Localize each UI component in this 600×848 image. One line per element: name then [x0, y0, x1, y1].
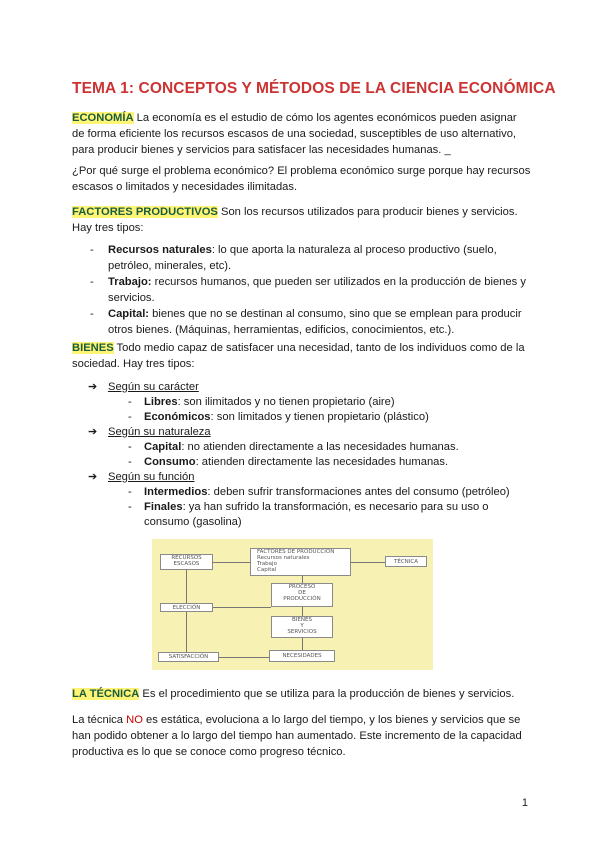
item-text: : ya han sufrido la transformación, es necesario para su uso o consumo (gasolina)	[144, 501, 489, 528]
diagram-node-satisfaccion: SATISFACCIÓN	[158, 652, 219, 662]
connector-line	[213, 607, 271, 608]
category-item	[128, 395, 528, 410]
bienes-categories	[88, 380, 528, 530]
item-label: Económicos	[144, 411, 211, 423]
factor-item	[90, 274, 530, 306]
arrow-icon: ➔	[88, 426, 98, 438]
dash-mark: -	[128, 456, 132, 468]
page-number: 1	[521, 797, 528, 809]
economia-paragraph	[72, 110, 532, 158]
connector-line	[302, 607, 303, 616]
category-items	[108, 395, 528, 425]
item-text: : deben sufrir transformaciones antes del consumo (petróleo)	[207, 486, 510, 498]
diagram-node-recursos: RECURSOS ESCASOS	[160, 554, 213, 570]
diagram-node-factores: FACTORES DE PRODUCCIÓN Recursos naturales Trabajo Capital	[250, 548, 351, 576]
tecnica-paragraph	[72, 686, 532, 702]
bienes-definition: Todo medio capaz de satisfacer una necesidad, tanto de los individuos como de la sociedad. Hay tres tipos:	[72, 342, 525, 370]
category-item	[128, 485, 528, 500]
connector-line	[302, 638, 303, 650]
tecnica-detail-paragraph: La técnica NO es estática, evoluciona a lo largo del tiempo, y los bienes y servicios que se han podido obtener a lo largo del tiempo han aumentado. Este incremento de la capacidad productiva es lo que se conoce como progreso técnico.	[72, 714, 522, 758]
factor-text: bienes que no se destinan al consumo, sino que se emplean para producir otros bienes. (Máquinas, herramientas, edificios, conocimientos, etc.).	[108, 308, 522, 336]
factor-label: Trabajo:	[108, 276, 152, 288]
page-title: TEMA 1: CONCEPTOS Y MÉTODOS DE LA CIENCIA ECONÓMICA	[72, 80, 556, 97]
diagram-node-proceso: PROCESO DE PRODUCCIÓN	[271, 583, 333, 607]
item-label: Finales	[144, 501, 183, 513]
tecnica-term: LA TÉCNICA	[72, 688, 140, 700]
dash-mark: -	[128, 396, 132, 408]
connector-line	[186, 612, 187, 653]
connector-line	[351, 562, 385, 563]
item-label: Capital	[144, 441, 182, 453]
diagram-node-bienes: BIENES Y SERVICIOS	[271, 616, 333, 638]
bienes-category	[88, 470, 528, 530]
item-text: : no atienden directamente a las necesidades humanas.	[181, 441, 459, 453]
bienes-category	[88, 380, 528, 425]
economia-definition: La economía es el estudio de cómo los agentes económicos pueden asignar de forma eficiente los recursos escasos de una sociedad, susceptibles de uso alternativo, para producir bienes y servicios para satisfacer las necesidades humanas. _	[72, 112, 517, 156]
category-item	[128, 500, 528, 530]
connector-line	[186, 570, 187, 603]
factores-definition: Son los recursos utilizados para producir bienes y servicios. Hay tres tipos:	[72, 206, 518, 234]
factor-text: recursos humanos, que pueden ser utilizados en la producción de bienes y servicios.	[108, 276, 526, 304]
arrow-icon: ➔	[88, 381, 98, 393]
category-label: Según su naturaleza	[108, 426, 211, 438]
category-items	[108, 485, 528, 530]
item-label: Consumo	[144, 456, 196, 468]
diagram-node-necesidades: NECESIDADES	[269, 650, 335, 662]
diagram-node-eleccion: ELECCIÓN	[160, 603, 213, 612]
item-text: : atienden directamente las necesidades humanas.	[195, 456, 449, 468]
item-text: : son limitados y tienen propietario (plástico)	[210, 411, 429, 423]
category-label: Según su función	[108, 471, 195, 483]
dash-mark: -	[128, 441, 132, 453]
category-item	[128, 410, 528, 425]
factores-list	[90, 242, 530, 338]
bienes-category	[88, 425, 528, 470]
item-label: Libres	[144, 396, 178, 408]
arrow-icon: ➔	[88, 471, 98, 483]
category-item	[128, 455, 528, 470]
economic-flow-diagram	[152, 539, 433, 670]
economia-term: ECONOMÍA	[72, 112, 134, 124]
tecnica-definition: Es el procedimiento que se utiliza para la producción de bienes y servicios.	[139, 688, 515, 700]
factor-text: : lo que aporta la naturaleza al proceso productivo (suelo, petróleo, minerales, etc).	[108, 244, 497, 272]
connector-line	[302, 576, 303, 583]
factor-item	[90, 306, 530, 338]
diagram-node-tecnica: TÉCNICA	[385, 556, 427, 567]
no-emphasis: NO	[126, 714, 143, 726]
problema-paragraph: ¿Por qué surge el problema económico? El problema económico surge porque hay recursos escasos o limitados y necesidades ilimitadas.	[72, 165, 531, 193]
factores-paragraph	[72, 204, 532, 236]
category-item	[128, 440, 528, 455]
dash-mark: -	[128, 501, 132, 513]
connector-line	[213, 562, 250, 563]
dash-mark: -	[128, 486, 132, 498]
factor-label: Recursos naturales	[108, 244, 212, 256]
dash-mark: -	[128, 411, 132, 423]
factor-label: Capital:	[108, 308, 150, 320]
bienes-paragraph	[72, 340, 532, 372]
item-text: : son ilimitados y no tienen propietario (aire)	[177, 396, 395, 408]
category-label: Según su carácter	[108, 381, 199, 393]
bienes-term: BIENES	[72, 342, 114, 354]
item-label: Intermedios	[144, 486, 208, 498]
factor-item	[90, 242, 530, 274]
factores-term: FACTORES PRODUCTIVOS	[72, 206, 218, 218]
connector-line	[219, 657, 269, 658]
category-items	[108, 440, 528, 470]
